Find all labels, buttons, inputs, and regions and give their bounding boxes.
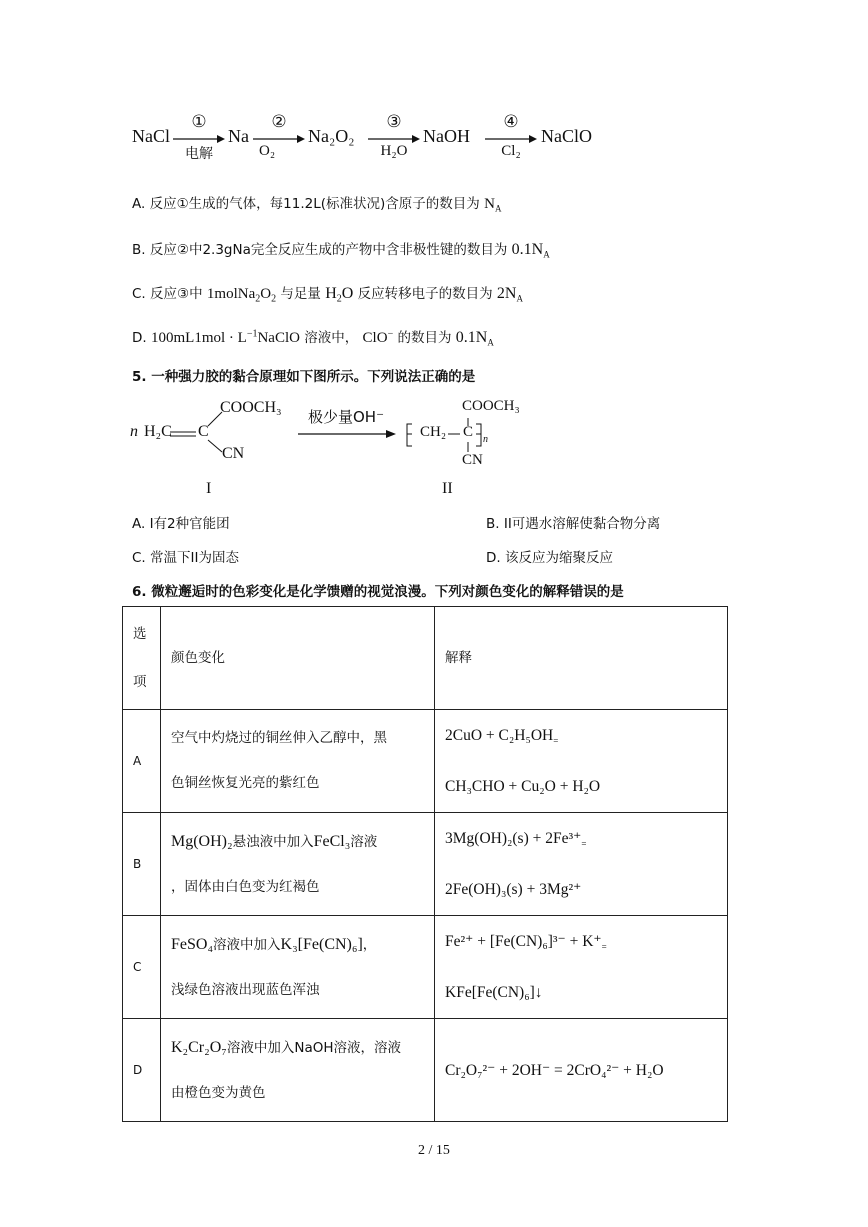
math-sub: 2: [271, 293, 277, 305]
product-cn: CN: [462, 452, 483, 468]
step-number: ③: [386, 112, 402, 131]
option-text: 反应转移电子的数目为: [357, 286, 493, 302]
step-number: ④: [503, 112, 519, 131]
math: H: [325, 285, 337, 302]
step-condition: H₂O: [380, 143, 408, 159]
desc-line: ，固体由白色变为红褐色: [171, 878, 320, 895]
species-nacl: NaCl: [132, 126, 170, 146]
product-n: n: [483, 434, 488, 445]
species-naclo: NaClO: [541, 126, 592, 146]
label-i: I: [206, 480, 212, 497]
equation-sign: =: [553, 736, 559, 746]
arrow-step-4: [485, 112, 537, 168]
step-condition: 电解: [185, 146, 213, 162]
arrow-step-1: [173, 112, 225, 168]
arrow-icon: [253, 135, 305, 143]
row-description: [161, 710, 435, 813]
equation-sign: =: [581, 839, 587, 849]
step-number: ①: [191, 112, 207, 131]
product-ch2: CH₂: [420, 424, 447, 440]
page-number: 2 / 15: [418, 1143, 450, 1158]
header-color-change: 颜色变化: [161, 607, 435, 710]
equation-right: KFe[Fe(CN)₆]↓: [445, 984, 543, 1001]
option-text: 的数目为: [397, 330, 452, 346]
step-condition: Cl₂: [501, 143, 521, 159]
option-text: B. 反应②中2.3gNa完全反应生成的产物中含非极性键的数目为: [132, 242, 508, 258]
equation: Cr₂O₇²⁻ + 2OH⁻ = 2CrO₄²⁻ + H₂O: [445, 1061, 664, 1079]
q5-option-c: C. 常温下II为固态: [132, 550, 239, 566]
row-description: [161, 1019, 435, 1122]
header-explanation: 解释: [435, 607, 728, 710]
equation-right: CH₃CHO + Cu₂O + H₂O: [445, 778, 601, 795]
math: 0.1N: [511, 241, 544, 258]
arrow-icon: [485, 135, 537, 143]
option-text: C. 反应③中: [132, 286, 203, 302]
math-sub: A: [487, 337, 494, 348]
q5-option-a: A. I有2种官能团: [132, 516, 230, 532]
math: ClO: [362, 330, 388, 346]
q4-option-b: [132, 238, 550, 260]
q4-option-c: [132, 282, 523, 305]
equation-right: 2Fe(OH)₃(s) + 3Mg²⁺: [445, 881, 582, 898]
math: NaClO: [257, 330, 300, 346]
math: O: [341, 285, 354, 302]
species-na: Na: [228, 126, 249, 146]
math-sub: A: [494, 203, 502, 214]
arrow-icon: [368, 135, 420, 143]
reaction-chain: [132, 112, 592, 172]
desc-text: 溶液: [350, 833, 378, 850]
math-sup: −1: [246, 328, 258, 340]
q5-option-b: B. II可遇水溶解使黏合物分离: [486, 516, 661, 532]
math: N: [484, 196, 495, 212]
product-cooch3: COOCH₃: [462, 398, 520, 414]
step-condition: O₂: [259, 143, 276, 159]
coefficient-n: n: [130, 423, 138, 440]
q6-table: [122, 606, 728, 1122]
species-na2o2: Na₂O₂: [308, 126, 355, 146]
q6-stem: 6. 微粒邂逅时的色彩变化是化学馈赠的视觉浪漫。下列对颜色变化的解释错误的是: [132, 584, 624, 600]
desc-line: 由橙色变为黄色: [171, 1084, 266, 1101]
row-explanation: [435, 813, 728, 916]
row-description: [161, 916, 435, 1019]
desc-text: 溶液中加入: [213, 936, 281, 953]
reactant-cooch3: COOCH₃: [220, 399, 282, 416]
math-sub: 2: [336, 293, 342, 305]
q4-option-a: [132, 192, 501, 214]
math-sup: −: [387, 328, 394, 340]
math: FeCl₃: [313, 832, 351, 850]
math-sub: A: [516, 293, 523, 304]
desc-text: 溶液中加入NaOH溶液，溶液: [226, 1039, 401, 1056]
row-explanation: [435, 710, 728, 813]
equation-left: 3Mg(OH)₂(s) + 2Fe³⁺: [445, 830, 582, 847]
row-label: D: [123, 1019, 161, 1122]
arrow-step-2: [253, 112, 305, 168]
arrow-step-3: [368, 112, 420, 168]
row-description: [161, 813, 435, 916]
math-sub: 2: [255, 293, 261, 305]
option-text: 与足量: [280, 286, 321, 302]
desc-line: 浅绿色溶液出现蓝色浑浊: [171, 981, 320, 998]
math: 1molNa: [206, 286, 256, 302]
q5-option-d: D. 该反应为缩聚反应: [486, 550, 613, 566]
row-label: B: [123, 813, 161, 916]
reactant-cn: CN: [222, 445, 245, 462]
equation-left: Fe²⁺ + [Fe(CN)₆]³⁻ + K⁺: [445, 933, 602, 950]
row-label: A: [123, 710, 161, 813]
polymerization-reaction: [130, 396, 560, 504]
product-c: C: [463, 424, 474, 440]
desc-text: 悬浊液中加入: [232, 833, 314, 850]
math: 100mL1mol · L: [150, 330, 247, 346]
option-text: A. 反应①生成的气体，每11.2L(标准状况)含原子的数目为: [132, 196, 480, 212]
math: K₂Cr₂O₇: [171, 1038, 227, 1056]
header-option: 选 项: [123, 607, 161, 710]
reaction-condition: 极少量OH⁻: [308, 408, 385, 426]
q5-stem: 5. 一种强力胶的黏合原理如下图所示。下列说法正确的是: [132, 369, 476, 385]
reactant-h2c: H₂C: [144, 423, 172, 440]
label-ii: II: [442, 480, 453, 497]
math: 0.1N: [455, 329, 488, 346]
desc-line: 色铜丝恢复光亮的紫红色: [171, 775, 320, 791]
math: FeSO₄: [171, 935, 214, 953]
math: K₃[Fe(CN)₆]: [280, 935, 363, 953]
math: O: [260, 286, 272, 302]
table-row: [123, 1019, 728, 1122]
desc-line: 空气中灼烧过的铜丝伸入乙醇中，黑: [171, 730, 387, 746]
desc-text: ，: [362, 936, 377, 953]
species-naoh: NaOH: [423, 126, 470, 146]
step-number: ②: [271, 112, 287, 131]
row-explanation: [435, 916, 728, 1019]
arrow-icon: [173, 135, 225, 143]
math-sub: A: [543, 249, 550, 260]
math: Mg(OH)₂: [171, 832, 233, 850]
table-row: [123, 813, 728, 916]
table-row: [123, 710, 728, 813]
equation-sign: =: [601, 942, 607, 952]
table-row: [123, 916, 728, 1019]
q4-option-d: [132, 326, 494, 348]
row-label: C: [123, 916, 161, 1019]
option-text: D.: [132, 330, 147, 346]
option-text: 溶液中，: [304, 330, 359, 346]
row-explanation: [435, 1019, 728, 1122]
reactant-c: C: [198, 423, 209, 440]
math: 2N: [496, 285, 517, 302]
equation-left: 2CuO + C₂H₅OH: [445, 727, 554, 744]
table-header-row: [123, 607, 728, 710]
